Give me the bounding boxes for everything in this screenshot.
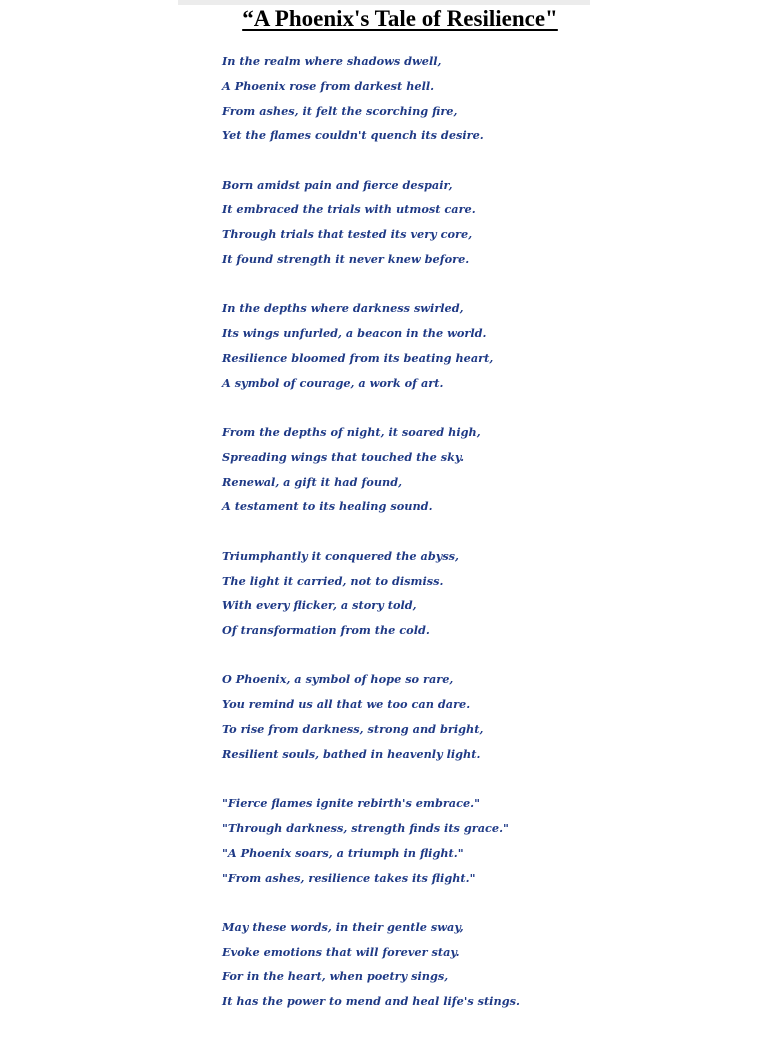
poem-line: Renewal, a gift it had found, [222, 474, 403, 489]
poem-line: A testament to its healing sound. [222, 499, 433, 514]
poem-line: Spreading wings that touched the sky. [222, 449, 465, 464]
poem-line: "Through darkness, strength finds its grace." [222, 820, 509, 835]
stanza-5 [222, 544, 742, 643]
poem-line: Its wings unfurled, a beacon in the world. [222, 326, 487, 341]
stanza-8 [222, 915, 742, 1014]
poem-line: "A Phoenix soars, a triumph in flight." [222, 845, 464, 860]
poem-line: May these words, in their gentle sway, [222, 919, 464, 934]
stanza-2 [222, 173, 742, 272]
poem-line: Born amidst pain and fierce despair, [222, 177, 453, 192]
poem-line: Yet the flames couldn't quench its desire. [222, 128, 484, 143]
poem-line: Through trials that tested its very core, [222, 227, 473, 242]
poem-line: It embraced the trials with utmost care. [222, 202, 476, 217]
stanza-6 [222, 667, 742, 766]
poem-title: “A Phoenix's Tale of Resilience" [242, 6, 558, 31]
stanza-3 [222, 296, 742, 395]
poem-line: In the depths where darkness swirled, [222, 301, 464, 316]
poem-line: Triumphantly it conquered the abyss, [222, 548, 459, 563]
poem-line: For in the heart, when poetry sings, [222, 969, 449, 984]
poem-line: "Fierce flames ignite rebirth's embrace." [222, 796, 480, 811]
poem-line: Resilient souls, bathed in heavenly light. [222, 746, 481, 761]
poem-line: It found strength it never knew before. [222, 252, 470, 267]
poem-line: In the realm where shadows dwell, [222, 54, 442, 68]
stanza-1 [222, 49, 742, 148]
poem-line: With every flicker, a story told, [222, 598, 417, 613]
poem-line: Of transformation from the cold. [222, 623, 430, 638]
poem-line: The light it carried, not to dismiss. [222, 573, 444, 588]
poem-line: O Phoenix, a symbol of hope so rare, [222, 672, 454, 687]
stanza-7 [222, 791, 742, 890]
poem-line: Evoke emotions that will forever stay. [222, 944, 460, 959]
poem-body [222, 49, 742, 1039]
poem-line: It has the power to mend and heal life's stings. [222, 994, 520, 1009]
poem-line: A symbol of courage, a work of art. [222, 375, 444, 390]
poem-line: You remind us all that we too can dare. [222, 697, 471, 712]
poem-line: "From ashes, resilience takes its flight." [222, 870, 476, 885]
stanza-4 [222, 420, 742, 519]
poem-line: From ashes, it felt the scorching fire, [222, 103, 458, 118]
poem-line: From the depths of night, it soared high, [222, 425, 481, 440]
poem-line: A Phoenix rose from darkest hell. [222, 78, 435, 93]
poem-line: To rise from darkness, strong and bright, [222, 722, 484, 737]
poem-line: Resilience bloomed from its beating heart, [222, 350, 494, 365]
